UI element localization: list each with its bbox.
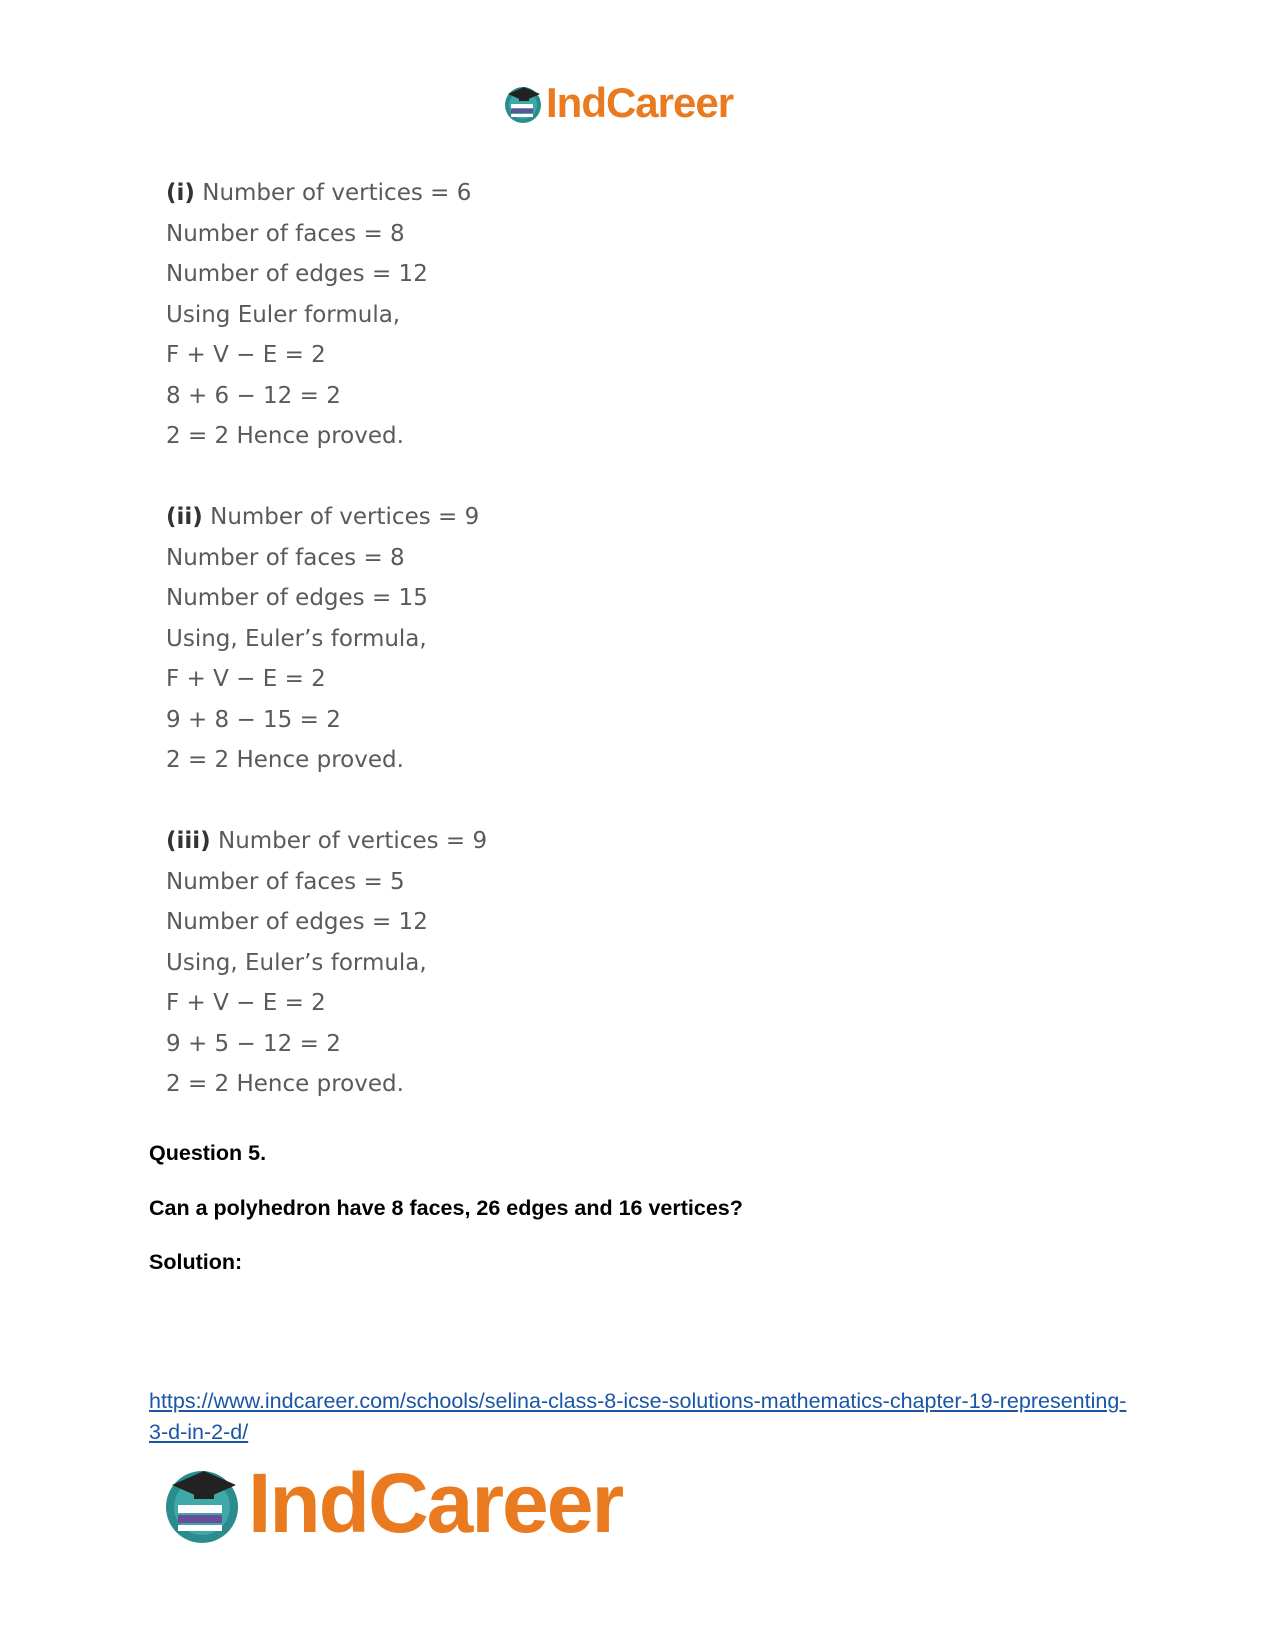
graduation-cap-globe-icon	[502, 82, 544, 124]
question-heading: Question 5.	[149, 1141, 267, 1165]
part-label: (iii)	[166, 828, 211, 854]
solution-part-3	[166, 821, 487, 1105]
solution-line: Using, Euler’s formula,	[166, 625, 427, 652]
solution-line: 9 + 5 − 12 = 2	[166, 1030, 341, 1057]
solution-label: Solution:	[149, 1250, 243, 1274]
source-link[interactable]: https://www.indcareer.com/schools/selina-class-8-icse-solutions-mathematics-chapter-19-representing-3-d-in-2-d/	[149, 1389, 1127, 1444]
brand-name: IndCareer	[546, 79, 734, 126]
solution-part-2	[166, 497, 479, 781]
solution-line: (i) Number of vertices = 6	[166, 180, 472, 206]
solution-line: 2 = 2 Hence proved.	[166, 1071, 404, 1097]
solution-line: Number of edges = 12	[166, 261, 428, 287]
solution-line: 2 = 2 Hence proved.	[166, 747, 404, 773]
header-logo	[502, 78, 733, 128]
solution-line: Number of faces = 8	[166, 544, 405, 571]
solution-line: Number of faces = 8	[166, 220, 405, 247]
part-label: (ii)	[166, 504, 203, 530]
solution-part-1	[166, 173, 471, 457]
solution-line: 9 + 8 − 15 = 2	[166, 706, 341, 733]
solution-line: F + V − E = 2	[166, 990, 326, 1016]
brand-name: IndCareer	[248, 1455, 623, 1550]
solution-line: Number of edges = 12	[166, 909, 428, 935]
solution-line: F + V − E = 2	[166, 342, 326, 368]
solution-line: Number of edges = 15	[166, 585, 428, 611]
solution-line: Using, Euler’s formula,	[166, 949, 427, 976]
solution-line: Using Euler formula,	[166, 301, 401, 328]
solution-line: F + V − E = 2	[166, 666, 326, 692]
solution-line: (ii) Number of vertices = 9	[166, 504, 480, 530]
graduation-cap-globe-icon	[160, 1461, 244, 1545]
footer-logo	[160, 1455, 623, 1550]
solution-line: 2 = 2 Hence proved.	[166, 423, 404, 449]
solution-line: 8 + 6 − 12 = 2	[166, 382, 341, 409]
question-text: Can a polyhedron have 8 faces, 26 edges and 16 vertices?	[149, 1196, 743, 1220]
solution-line: Number of faces = 5	[166, 868, 405, 895]
solution-line: (iii) Number of vertices = 9	[166, 828, 488, 854]
part-label: (i)	[166, 180, 195, 206]
